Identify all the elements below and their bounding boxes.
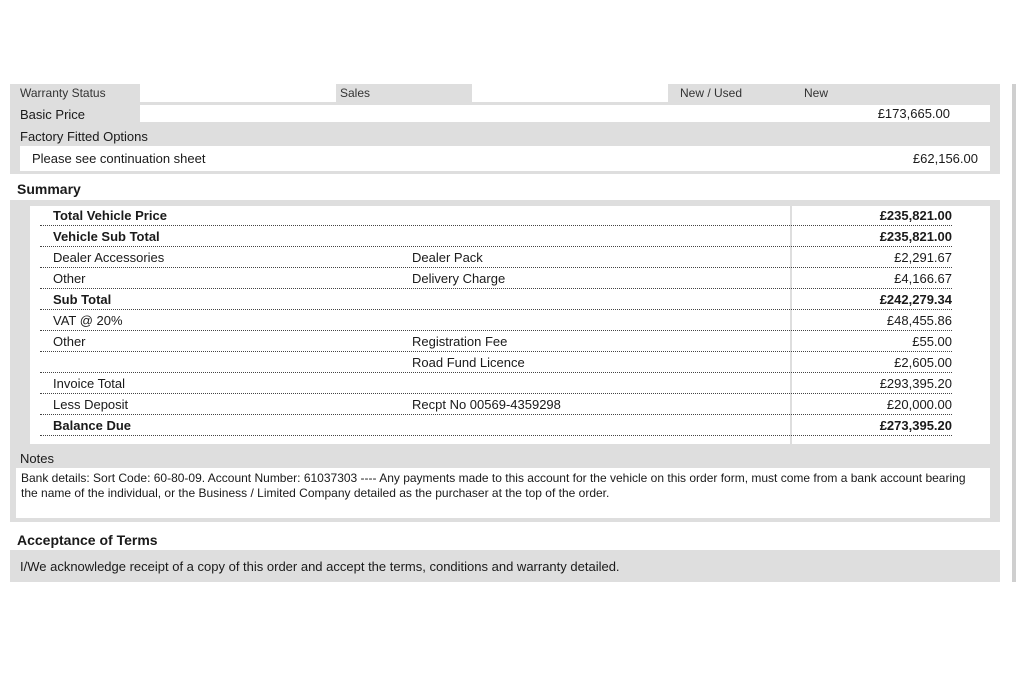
- factory-options-label: Factory Fitted Options: [20, 129, 148, 144]
- summary-row-description: Registration Fee: [412, 334, 508, 349]
- summary-row-value: £2,605.00: [894, 355, 952, 370]
- summary-row-description: Road Fund Licence: [412, 355, 525, 370]
- summary-row-value: £235,821.00: [879, 229, 952, 244]
- summary-row-divider: [40, 309, 952, 310]
- summary-row-label: Other: [53, 271, 86, 286]
- basic-price-value: £173,665.00: [877, 106, 950, 121]
- warranty-status-label: Warranty Status: [20, 86, 106, 100]
- order-form-page: [10, 84, 1000, 582]
- top-info-row: [10, 84, 1000, 102]
- summary-row-label: Less Deposit: [53, 397, 129, 412]
- summary-row-divider: [40, 267, 952, 268]
- summary-row-label: Balance Due: [53, 418, 132, 433]
- notes-text: Bank details: Sort Code: 60-80-09. Account Number: 61037303 ---- Any payments made to this account for the vehicle on this order form, must come from a bank account bearing the name of the individual, or the Business / Limited Company detailed as the purchaser at the top of the order.: [21, 471, 966, 500]
- acceptance-text: I/We acknowledge receipt of a copy of this order and accept the terms, conditions and warranty detailed.: [20, 559, 620, 574]
- summary-row-value: £293,395.20: [879, 376, 952, 391]
- summary-row-label: Invoice Total: [53, 376, 126, 391]
- summary-row-label: VAT @ 20%: [53, 313, 123, 328]
- summary-row-value: £20,000.00: [886, 397, 952, 412]
- summary-row-value: £273,395.20: [879, 418, 952, 433]
- acceptance-title: Acceptance of Terms: [17, 532, 158, 548]
- notes-label: Notes: [20, 451, 54, 466]
- page-edge: [1012, 84, 1016, 582]
- continuation-sheet-note: Please see continuation sheet: [32, 151, 206, 166]
- summary-row-value: £48,455.86: [886, 313, 952, 328]
- summary-row-label: Sub Total: [53, 292, 112, 307]
- summary-row-description: Dealer Pack: [412, 250, 483, 265]
- factory-options-section: [10, 126, 1000, 174]
- basic-price-row: [10, 102, 1000, 126]
- summary-row-divider: [40, 225, 952, 226]
- acceptance-section: [10, 550, 1000, 582]
- summary-section: [10, 200, 1000, 448]
- sales-label: Sales: [340, 86, 371, 100]
- summary-row-divider: [40, 372, 952, 373]
- summary-row-value: £4,166.67: [894, 271, 952, 286]
- summary-row-divider: [40, 246, 952, 247]
- basic-price-label: Basic Price: [20, 107, 86, 122]
- summary-row-label: Dealer Accessories: [53, 250, 165, 265]
- summary-row-divider: [40, 435, 952, 436]
- summary-row-divider: [40, 351, 952, 352]
- new-used-label: New / Used: [680, 86, 743, 100]
- new-used-value: New: [804, 86, 829, 100]
- summary-title: Summary: [17, 181, 81, 197]
- summary-row-value: £55.00: [912, 334, 952, 349]
- summary-row-divider: [40, 393, 952, 394]
- summary-row-value: £2,291.67: [894, 250, 952, 265]
- summary-row-divider: [40, 414, 952, 415]
- summary-row-label: Total Vehicle Price: [53, 208, 167, 223]
- summary-row-label: Other: [53, 334, 86, 349]
- summary-row-value: £235,821.00: [879, 208, 952, 223]
- factory-options-value: £62,156.00: [912, 151, 978, 166]
- summary-row-label: Vehicle Sub Total: [53, 229, 160, 244]
- summary-row-description: Delivery Charge: [412, 271, 506, 286]
- summary-row-divider: [40, 288, 952, 289]
- summary-row-value: £242,279.34: [879, 292, 952, 307]
- summary-row-divider: [40, 330, 952, 331]
- notes-section: [10, 448, 1000, 522]
- summary-row-description: Recpt No 00569-4359298: [412, 397, 561, 412]
